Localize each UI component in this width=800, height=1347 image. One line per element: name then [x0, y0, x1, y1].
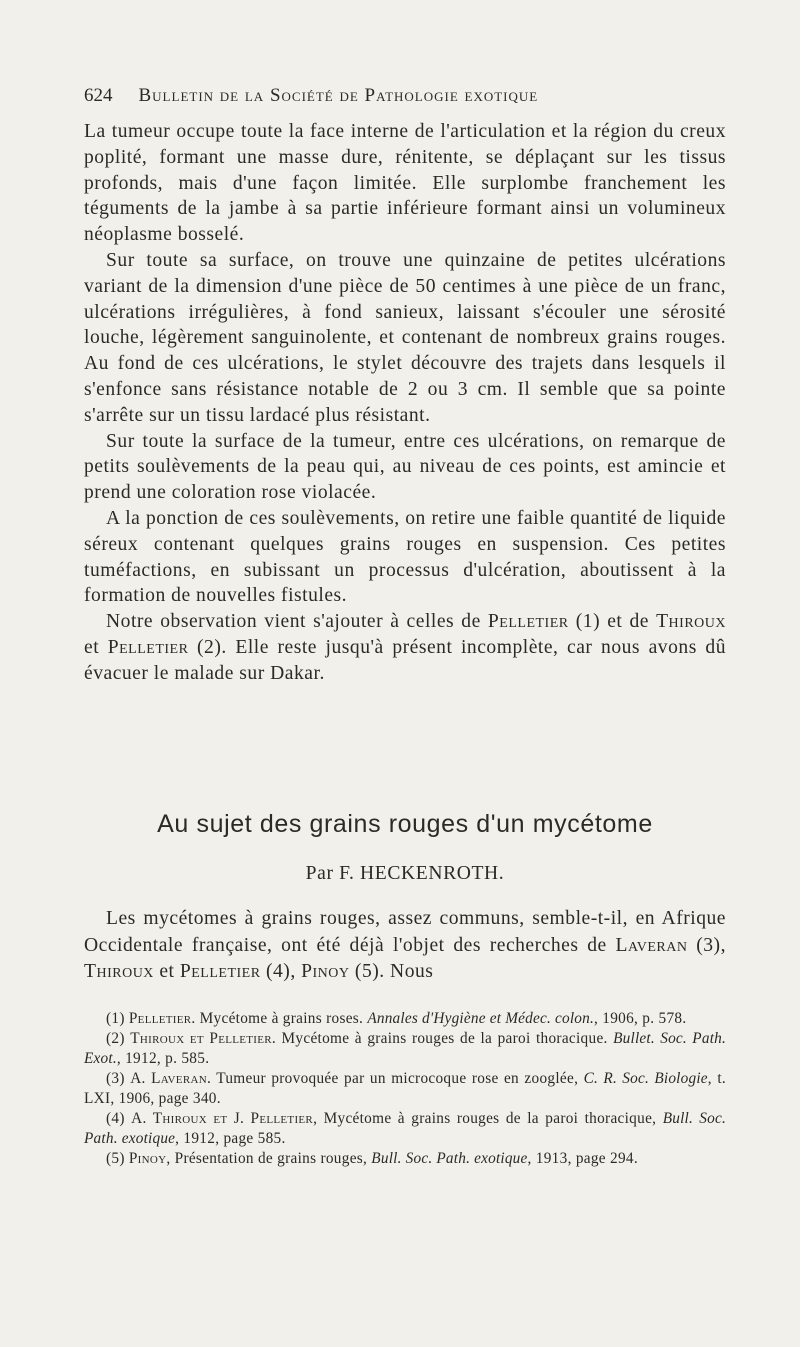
footnote-source: C. R. Soc. Biologie: [583, 1070, 708, 1087]
author-name: Pelletier: [179, 961, 261, 982]
page-number: 624: [84, 85, 113, 106]
footnote-author: A. Thiroux et J. Pelletier,: [131, 1110, 318, 1127]
footnote-source: Bullet. Soc. Path. Exot.: [84, 1030, 727, 1067]
article-title: Au sujet des grains rouges d'un mycétome: [157, 810, 653, 838]
footnote-ref: , 1912, p. 585.: [116, 1050, 210, 1067]
footnote-source: Annales d'Hygiène et Médec. colon.: [367, 1010, 595, 1027]
footnote-number: (5): [106, 1150, 125, 1167]
footnote-author: Pinoy,: [128, 1150, 171, 1167]
paragraph-5: [84, 609, 726, 686]
footnote-2: [84, 1029, 726, 1069]
footnote-3: [84, 1069, 726, 1109]
footnote-text: Mycétome à grains rouges de la paroi thoracique.: [276, 1030, 614, 1047]
footnote-5: [84, 1149, 726, 1169]
footnote-ref: , 1912, page 585.: [175, 1130, 286, 1147]
paragraph-1: La tumeur occupe toute la face interne de l'articulation et la région du creux poplité, formant une masse dure, rénitente, se déplaçant sur les tissus profonds, mais d'une façon limitée. Elle surplombe franchement les téguments de la jambe à sa partie inférieure formant ainsi un volumineux néoplasme bosselé.: [84, 121, 726, 246]
paragraph-2: Sur toute sa surface, on trouve une quinzaine de petites ulcérations variant de la dimension d'une pièce de 50 centimes à une pièce de un franc, ulcérations irrégulières, à fond sanieux, laissant s'écouler une sérosité louche, légèrement sanguinolente, et contenant de nombreux grains rouges. Au fond de ces ulcérations, le stylet découvre des trajets dans lesquels il s'enfonce sans résistance notable de 2 ou 3 cm. Il semble que sa pointe s'arrête sur un tissu lardacé plus résistant.: [84, 249, 726, 426]
running-title: Bulletin de la Société de Pathologie exotique: [138, 85, 539, 106]
running-header: [84, 84, 734, 108]
footnote-number: (1): [106, 1010, 125, 1027]
footnote-number: (4): [106, 1110, 125, 1127]
text-run: (1) et de: [568, 611, 657, 633]
footnote-number: (2): [106, 1030, 125, 1047]
paragraph-3: Sur toute la surface de la tumeur, entre ces ulcérations, on remarque de petits soulèvements de la peau qui, au niveau de ces points, est amincie et prend une coloration rose violacée.: [84, 430, 726, 504]
text-run: Notre observation vient s'ajouter à celles de: [106, 611, 488, 633]
footnote-text: Mycétome à grains roses.: [195, 1010, 368, 1027]
article-body: [84, 906, 726, 986]
footnote-1: [84, 1009, 726, 1029]
text-run: (3),: [687, 934, 726, 956]
footnotes: [84, 1009, 726, 1169]
text-run: (5). Nous: [349, 961, 434, 982]
author-name: Thiroux: [84, 961, 154, 982]
author-name: Pelletier: [487, 611, 569, 633]
text-run: (2). Elle reste jusqu'à présent incomplète, car nous avons dû évacuer le malade sur Dakar.: [84, 636, 726, 684]
footnote-ref: , 1913, page 294.: [527, 1150, 638, 1167]
footnote-ref: , 1906, p. 578.: [594, 1010, 687, 1027]
footnote-source: Bull. Soc. Path. exotique: [84, 1110, 727, 1147]
text-run: et: [84, 636, 108, 658]
footnote-author: A. Laveran.: [130, 1070, 212, 1087]
text-run: et: [153, 961, 180, 982]
footnote-author: Pelletier.: [128, 1010, 196, 1027]
footnote-4: [84, 1109, 726, 1149]
footnote-text: Présentation de grains rouges,: [170, 1150, 372, 1167]
footnote-text: Tumeur provoquée par un microcoque rose en zooglée,: [211, 1070, 584, 1087]
article-byline: Par F. HECKENROTH.: [305, 863, 505, 884]
continued-text: [84, 119, 726, 687]
footnote-ref: , t. LXI, 1906, page 340.: [84, 1070, 726, 1107]
text-run: (4),: [260, 961, 302, 982]
footnote-author: Thiroux et Pelletier.: [130, 1030, 277, 1047]
author-name: Pelletier: [107, 636, 189, 658]
footnote-text: Mycétome à grains rouges de la paroi thoracique,: [317, 1110, 663, 1127]
text-run: Les mycétomes à grains rouges, assez communs, semble-t-il, en Afrique Occidentale française, ont été déjà l'objet des recherches de: [84, 908, 726, 956]
footnote-source: Bull. Soc. Path. exotique: [371, 1150, 528, 1167]
article-paragraph-1: [84, 906, 726, 986]
footnote-number: (3): [106, 1070, 125, 1087]
paragraph-4: A la ponction de ces soulèvements, on retire une faible quantité de liquide séreux contenant quelques grains rouges en suspension. Ces petites tuméfactions, en subissant un processus d'ulcération, aboutissent à la formation de nouvelles fistules.: [84, 507, 726, 607]
author-name: Thiroux: [656, 611, 727, 633]
author-name: Laveran: [615, 934, 688, 956]
author-name: Pinoy: [301, 961, 350, 982]
